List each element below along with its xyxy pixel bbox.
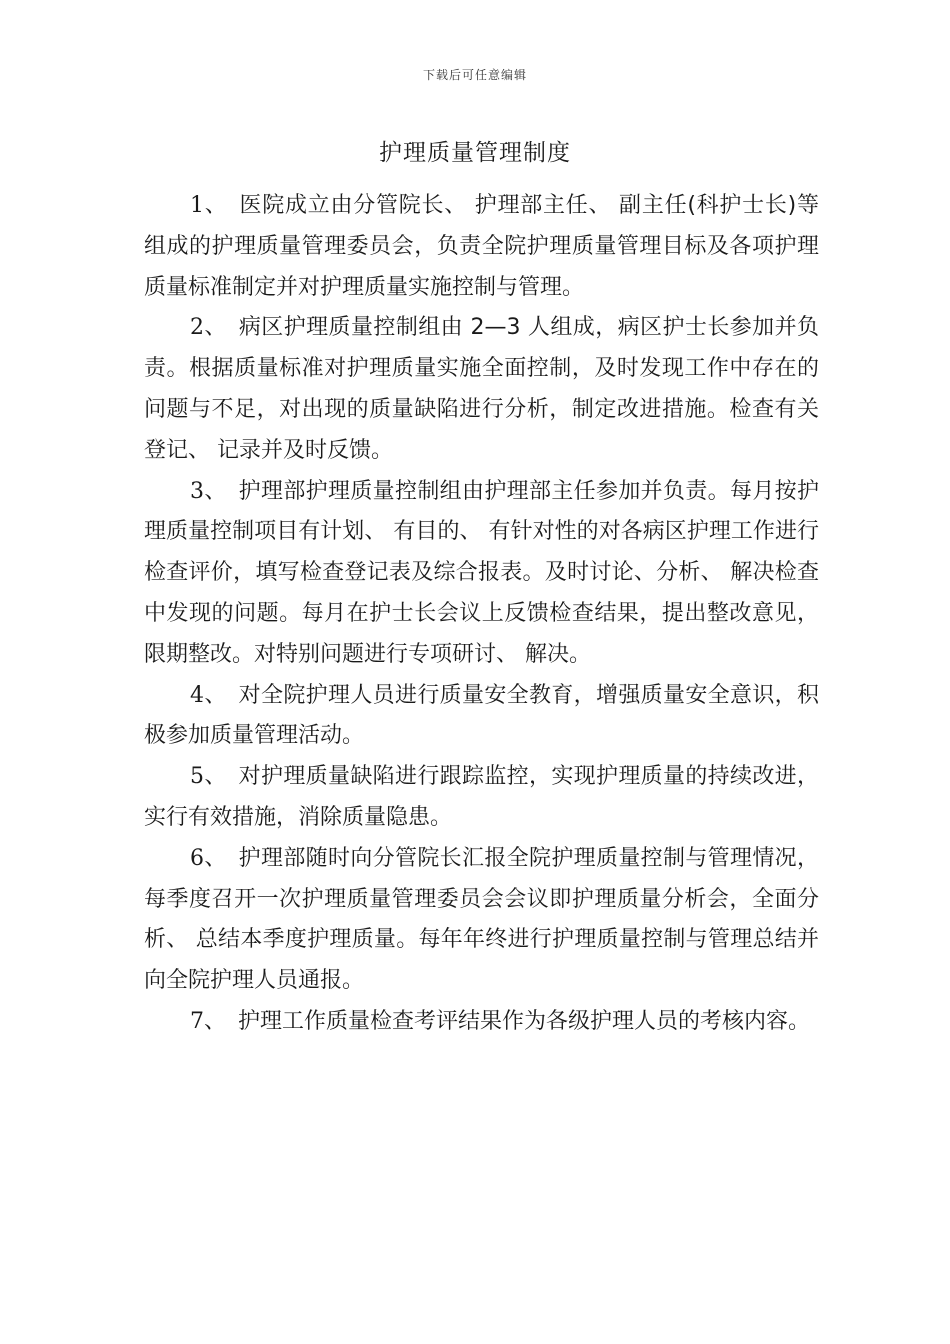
item-text: 医院成立由分管院长、 护理部主任、 副主任(科护士长)等组成的护理质量管理委员会，负责全院护理质量管理目标及各项护理质量标准制定并对护理质量实施控制与管理。 [144, 193, 820, 300]
paragraph-item-3 [144, 472, 819, 676]
item-number: 4、 [190, 682, 227, 708]
item-number: 3、 [190, 478, 227, 504]
item-text: 护理部护理质量控制组由护理部主任参加并负责。每月按护理质量控制项目有计划、 有目的、 有针对性的对各病区护理工作进行检查评价，填写检查登记表及综合报表。及时讨论、分析、 解决检查中发现的问题。每月在护士长会议上反馈检查结果，提出整改意见，限期整改。对特别问题进行专项研讨、 解决。 [144, 478, 819, 667]
item-text: 对全院护理人员进行质量安全教育，增强质量安全意识，积极参加质量管理活动。 [144, 682, 819, 749]
item-number: 5、 [190, 764, 227, 790]
item-text: 护理工作质量检查考评结果作为各级护理人员的考核内容。 [238, 1008, 811, 1034]
item-number: 1、 [190, 193, 228, 218]
paragraph-item-6 [144, 839, 819, 1002]
document-body [144, 186, 819, 1043]
item-number: 6、 [190, 845, 227, 871]
paragraph-item-4 [144, 676, 819, 758]
item-text: 护理部随时向分管院长汇报全院护理质量控制与管理情况，每季度召开一次护理质量管理委员会会议即护理质量分析会，全面分析、 总结本季度护理质量。每年年终进行护理质量控制与管理总结并向全院护理人员通报。 [144, 845, 819, 994]
item-number: 7、 [190, 1008, 226, 1034]
paragraph-item-1 [144, 186, 819, 308]
paragraph-item-7 [144, 1002, 819, 1043]
document-title: 护理质量管理制度 [379, 140, 571, 166]
item-number: 2、 [190, 315, 227, 341]
paragraph-item-5 [144, 757, 819, 839]
paragraph-item-2 [144, 308, 819, 471]
item-text: 对护理质量缺陷进行跟踪监控，实现护理质量的持续改进，实行有效措施，消除质量隐患。 [144, 764, 819, 830]
page-header-note: 下载后可任意编辑 [422, 68, 527, 82]
item-text: 病区护理质量控制组由 2—3 人组成，病区护士长参加并负责。根据质量标准对护理质量实施全面控制，及时发现工作中存在的问题与不足，对出现的质量缺陷进行分析，制定改进措施。检查有关登记、 记录并及时反馈。 [144, 315, 820, 463]
